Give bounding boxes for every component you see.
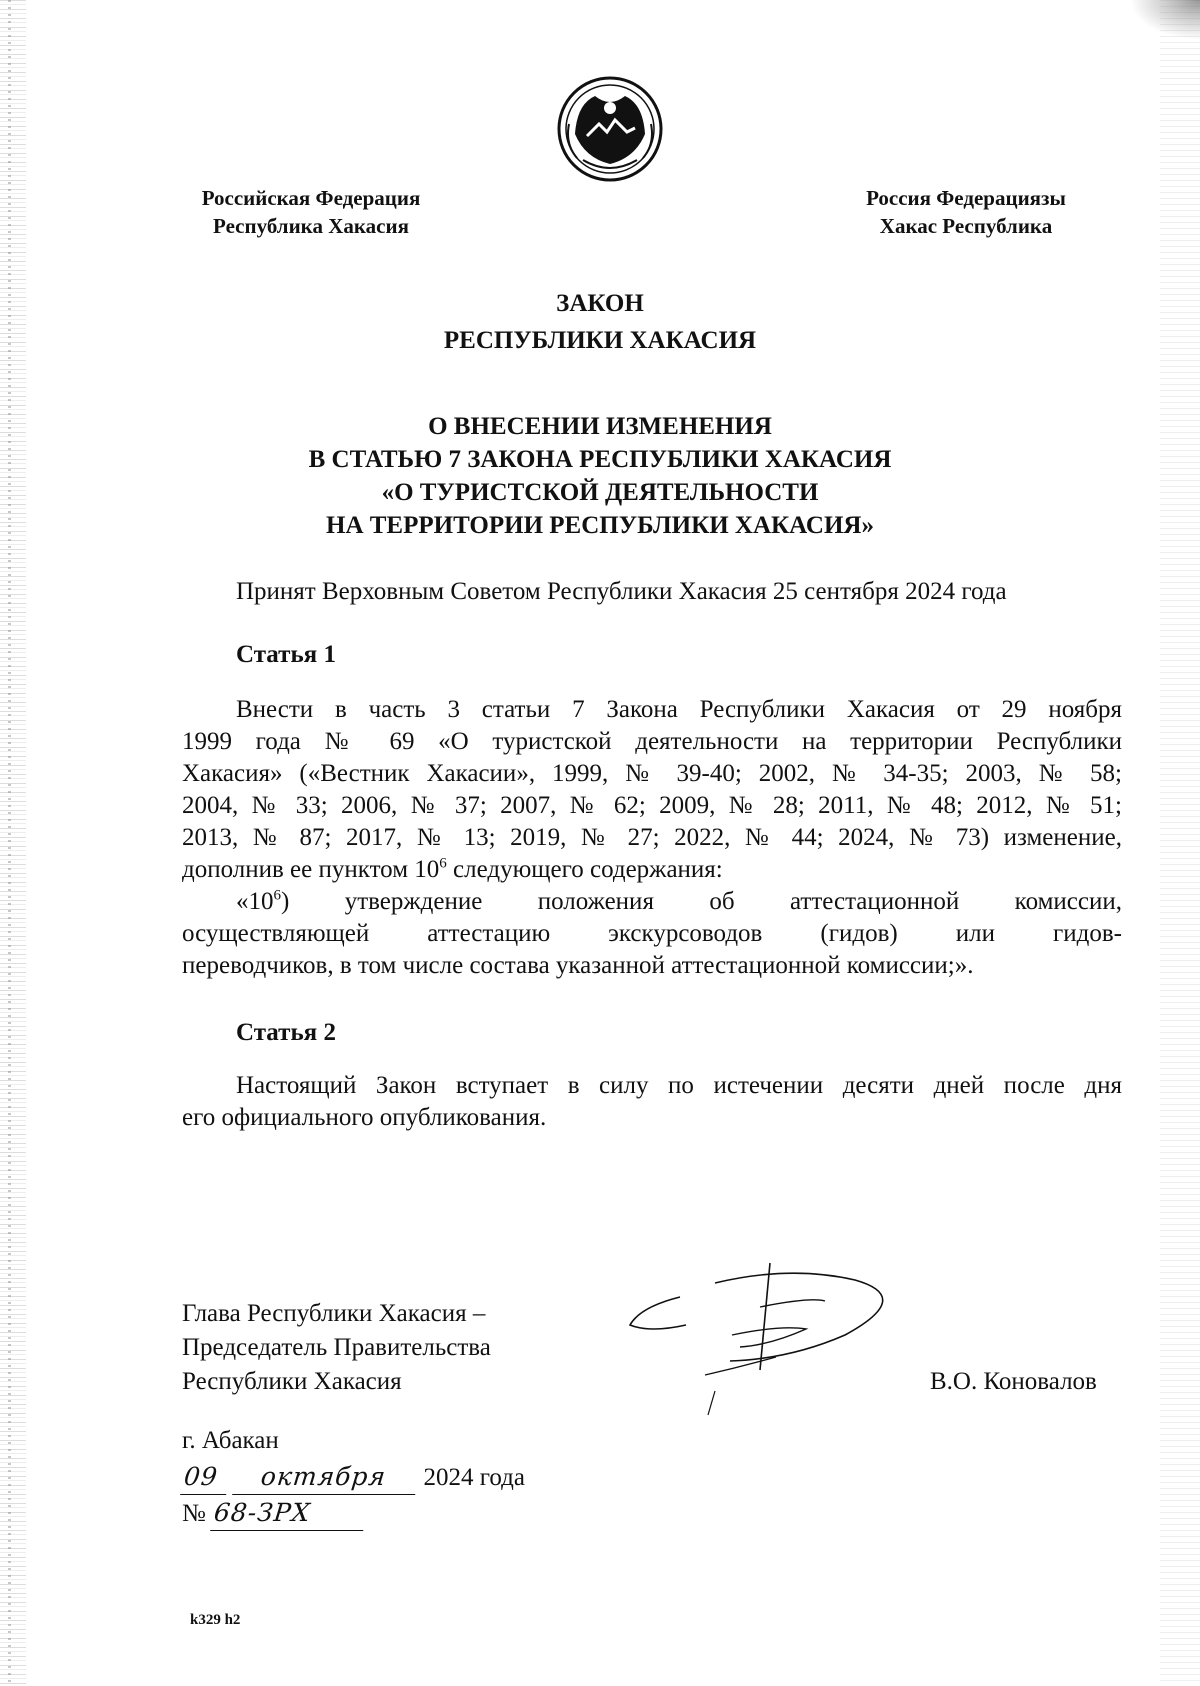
- adoption-statement: Принят Верховным Советом Республики Хакасия 25 сентября 2024 года: [236, 578, 1007, 605]
- header-right-line1: Россия Федерациязы: [866, 186, 1066, 210]
- article1-line6: [182, 854, 1122, 886]
- article2-line1: Настоящий Закон вступает в силу по истечении десяти дней после дня: [236, 1072, 1122, 1099]
- signatory-name: В.О. Коновалов: [930, 1368, 1097, 1395]
- article1-line4: 2004, № 33; 2006, № 37; 2007, № 62; 2009, № 28; 2011, № 48; 2012, № 51;: [182, 792, 1122, 819]
- subject-line4: НА ТЕРРИТОРИИ РЕСПУБЛИКИ ХАКАСИЯ»: [326, 512, 874, 539]
- article1-line3: Хакасия» («Вестник Хакасии», 1999, № 39-40; 2002, № 34-35; 2003, № 58;: [182, 760, 1122, 787]
- header-left-line1: Российская Федерация: [201, 186, 421, 210]
- header-left: [176, 184, 446, 240]
- signatory-title-line3: Республики Хакасия: [182, 1368, 402, 1395]
- article2-heading: Статья 2: [236, 1019, 336, 1046]
- signatory-title-line2: Председатель Правительства: [182, 1334, 491, 1361]
- handwritten-signature: [620, 1255, 930, 1420]
- article1-quote-line2: осуществляющей аттестацию экскурсоводов (гидов) или гидов-: [182, 920, 1122, 947]
- article1-line6-after: следующего содержания:: [446, 856, 723, 883]
- date-year: 2024 года: [423, 1464, 525, 1491]
- signatory-title: [182, 1297, 491, 1399]
- header-right-line2: Хакас Республика: [879, 214, 1053, 238]
- article1-body: [182, 694, 1122, 982]
- republic-emblem-icon: [555, 74, 665, 184]
- quote-rest: ) утверждение положения об аттестационной комиссии,: [281, 888, 1122, 915]
- article1-line2: 1999 года № 69 «О туристской деятельности на территории Республики: [182, 728, 1122, 755]
- article1-line6-before: дополнив ее пунктом 10: [182, 856, 440, 883]
- subject-line2: В СТАТЬЮ 7 ЗАКОНА РЕСПУБЛИКИ ХАКАСИЯ: [308, 446, 892, 473]
- quote-open: «10: [236, 888, 274, 915]
- signatory-title-line1: Глава Республики Хакасия –: [182, 1300, 486, 1327]
- quote-sup: 6: [273, 887, 281, 904]
- article2-body: [182, 1070, 1122, 1134]
- city: г. Абакан: [182, 1427, 279, 1454]
- subject-line1: О ВНЕСЕНИИ ИЗМЕНЕНИЯ: [428, 413, 772, 440]
- article1-quote-line1: [182, 886, 1122, 918]
- article2-line2: его официального опубликования.: [182, 1104, 547, 1131]
- header-left-line2: Республика Хакасия: [213, 214, 409, 238]
- date-month-handwritten: октября: [232, 1460, 419, 1495]
- date-day-handwritten: 09: [180, 1460, 230, 1495]
- law-number: [182, 1496, 365, 1531]
- article1-line6-sup: 6: [439, 855, 447, 872]
- header-right: [836, 184, 1096, 240]
- scan-corner-artifact: [1130, 0, 1200, 40]
- article1-line1: Внести в часть 3 статьи 7 Закона Республики Хакасия от 29 ноября: [236, 696, 1122, 723]
- law-title-line1: ЗАКОН: [556, 290, 644, 317]
- scan-edge-left: [0, 0, 26, 1686]
- article1-line5: 2013, № 87; 2017, № 13; 2019, № 27; 2022, № 44; 2024, № 73) изменение,: [182, 824, 1122, 851]
- scan-edge-right: [1160, 0, 1200, 1686]
- signing-date: [182, 1460, 525, 1495]
- law-title-line2: РЕСПУБЛИКИ ХАКАСИЯ: [443, 327, 757, 354]
- file-code: k329 h2: [190, 1612, 241, 1628]
- article1-heading: Статья 1: [236, 641, 336, 668]
- subject-line3: «О ТУРИСТСКОЙ ДЕЯТЕЛЬНОСТИ: [381, 479, 819, 506]
- number-handwritten: 68-ЗРХ: [210, 1496, 367, 1531]
- article1-quote-line3: переводчиков, в том числе состава указанной аттестационной комиссии;».: [182, 952, 974, 979]
- number-prefix: №: [182, 1500, 206, 1527]
